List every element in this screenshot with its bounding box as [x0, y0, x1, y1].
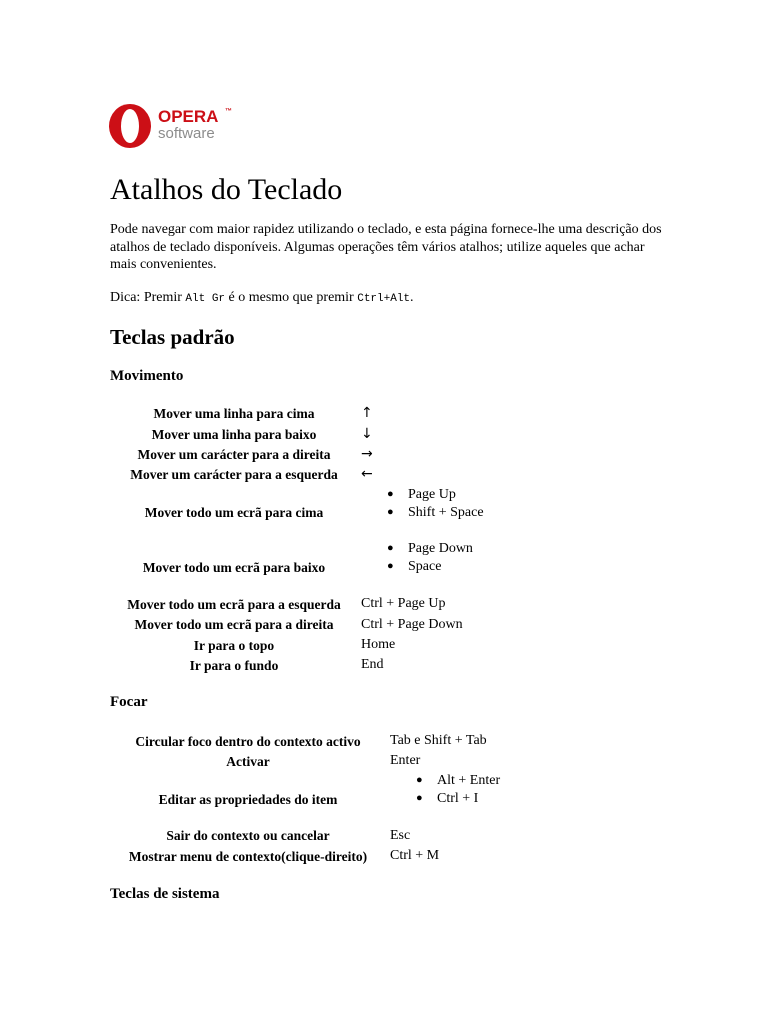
tip-key-altgr: Alt Gr: [185, 293, 226, 305]
key-text: Alt + Enter: [437, 773, 501, 788]
key-text: Ctrl + I: [437, 790, 479, 806]
intro-paragraph: Pode navegar com maior rapidez utilizando o teclado, e esta página fornece-lhe uma descrição dos atalhos de teclado disponíveis. Algumas operações têm vários atalhos; utilize aqueles que achar mais convenientes.: [110, 222, 662, 272]
shortcut-value: End: [361, 657, 384, 672]
key-list: [387, 486, 484, 521]
shortcut-label: Mover todo um ecrã para cima: [144, 505, 324, 520]
shortcut-label: Mover todo um ecrã para a esquerda: [127, 597, 341, 612]
shortcut-value: Ctrl + Page Up: [361, 596, 446, 611]
tip-middle: é o mesmo que premir: [225, 290, 358, 305]
page-title: Atalhos do Teclado: [110, 173, 343, 206]
arrow-down-icon: ↓: [361, 426, 373, 442]
bullet-icon: ●: [387, 488, 394, 500]
tip-prefix: Dica: Premir: [110, 290, 186, 305]
heading-focus: Focar: [110, 694, 148, 710]
bullet-icon: ●: [416, 774, 423, 786]
heading-system-keys: Teclas de sistema: [110, 886, 220, 902]
shortcut-label: Mover um carácter para a direita: [137, 447, 331, 462]
list-item: [387, 486, 484, 504]
arrow-left-icon: ←: [361, 466, 373, 482]
shortcut-value: Home: [361, 637, 396, 652]
shortcut-label: Mover um carácter para a esquerda: [130, 467, 338, 482]
tip-key-ctrlalt: Ctrl+Alt: [357, 293, 411, 305]
logo-brand: OPERA: [158, 107, 219, 126]
shortcut-value: Ctrl + M: [390, 848, 440, 863]
tip-suffix: .: [410, 290, 414, 305]
shortcut-label: Mover todo um ecrã para a direita: [134, 617, 334, 632]
list-item: [416, 790, 500, 808]
shortcut-value: Esc: [390, 828, 411, 843]
shortcut-label: Ir para o topo: [193, 638, 275, 653]
opera-software-logo: [108, 101, 238, 151]
key-text: Page Down: [408, 541, 473, 556]
key-list: [416, 772, 501, 807]
shortcut-label: Mostrar menu de contexto(clique-direito): [128, 849, 368, 864]
list-item: [387, 558, 473, 576]
heading-movement: Movimento: [110, 368, 184, 384]
bullet-icon: ●: [387, 542, 394, 554]
arrow-right-icon: →: [361, 446, 373, 462]
key-text: Page Up: [408, 487, 456, 502]
list-item: [387, 540, 473, 558]
opera-o-icon: [108, 103, 152, 149]
list-item: [416, 772, 501, 790]
tip-paragraph: [110, 289, 414, 308]
shortcut-value: Ctrl + Page Down: [361, 617, 463, 632]
bullet-icon: ●: [387, 559, 394, 572]
shortcut-label: Editar as propriedades do item: [158, 792, 338, 807]
shortcut-value: Tab e Shift + Tab: [390, 733, 487, 748]
key-text: Shift + Space: [408, 504, 484, 520]
list-item: [387, 504, 484, 522]
bullet-icon: ●: [416, 791, 423, 804]
shortcut-label: Sair do contexto ou cancelar: [166, 828, 330, 843]
shortcut-label: Mover todo um ecrã para baixo: [142, 560, 326, 575]
shortcut-label: Activar: [226, 754, 270, 769]
key-text: Space: [408, 558, 442, 574]
bullet-icon: ●: [387, 505, 394, 518]
key-list: [387, 540, 473, 575]
logo-subtitle: software: [158, 125, 215, 142]
shortcut-label: Mover uma linha para cima: [153, 406, 315, 421]
shortcut-label: Ir para o fundo: [189, 658, 279, 673]
logo-trademark: ™: [225, 108, 232, 115]
arrow-up-icon: ↑: [361, 405, 373, 421]
shortcut-value: Enter: [390, 753, 421, 768]
shortcut-label: Mover uma linha para baixo: [151, 427, 317, 442]
section-title-standard-keys: Teclas padrão: [110, 325, 235, 349]
shortcut-label: Circular foco dentro do contexto activo: [135, 734, 361, 749]
